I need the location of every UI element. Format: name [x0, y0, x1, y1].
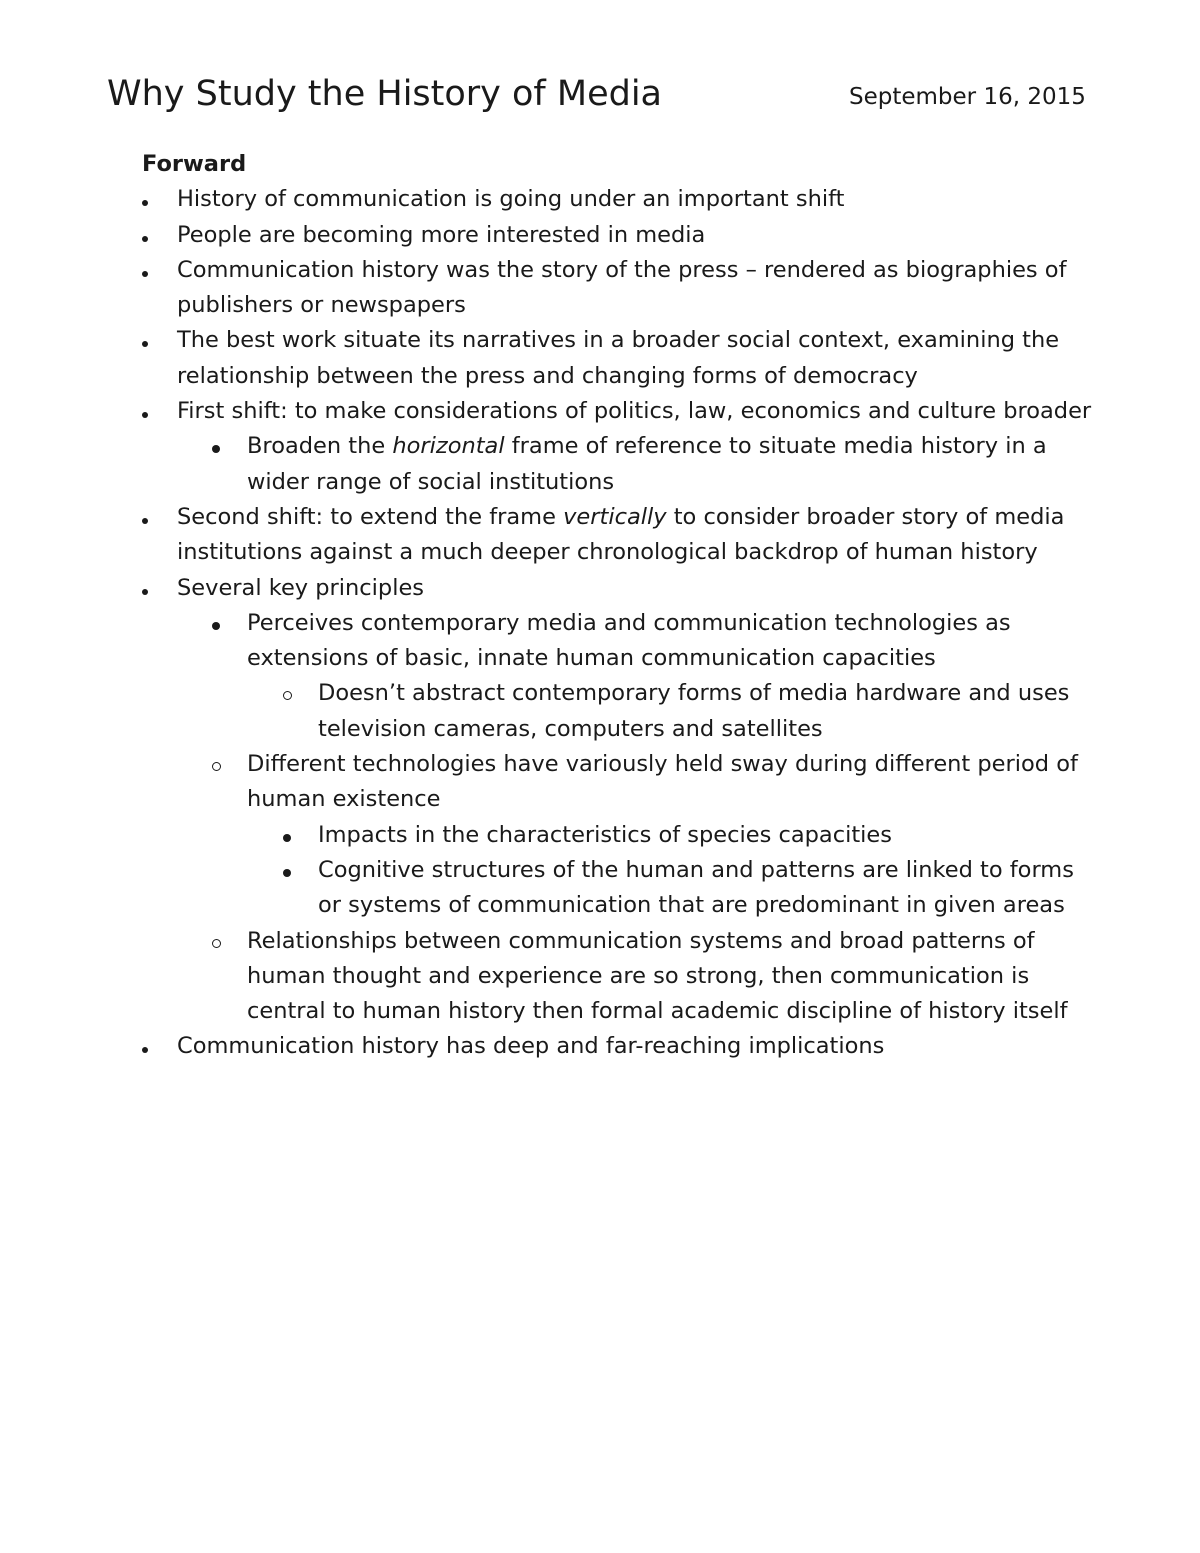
hollow-bullet-icon — [283, 676, 292, 711]
hollow-bullet-icon — [212, 924, 221, 959]
list-item-text: History of communication is going under an important shift — [177, 186, 845, 213]
document-date: September 16, 2015 — [849, 84, 1086, 110]
page-title: Why Study the History of Media — [107, 74, 662, 114]
list-item-text: Perceives contemporary media and communication technologies as extensions of basic, innate human communication capacities — [247, 609, 1011, 672]
list-item-text: People are becoming more interested in media — [177, 221, 706, 248]
list-item-text: Impacts in the characteristics of species capacities — [318, 821, 892, 848]
list-item-text: frame of reference to situate media history in a wider range of social institutions — [247, 433, 1047, 495]
emphasized-text: horizontal — [392, 433, 505, 460]
notes-content — [142, 147, 1102, 1065]
list-item — [142, 218, 1102, 253]
hollow-bullet-icon — [212, 747, 221, 782]
list-item — [142, 323, 1102, 394]
list-item-text: Cognitive structures of the human and patterns are linked to forms or systems of communication that are predominant in given areas — [318, 856, 1074, 919]
bullet-icon — [283, 853, 291, 888]
list-item — [142, 747, 1102, 818]
list-item — [142, 818, 1102, 853]
list-item-text: to consider broader story of media institutions against a much deeper chronological backdrop of human history — [177, 503, 1065, 566]
list-item-text: The best work situate its narratives in a broader social context, examining the relationship between the press and changing forms of democracy — [177, 327, 1060, 389]
list-item — [142, 924, 1102, 1030]
bullet-icon — [142, 571, 148, 606]
bullet-icon — [142, 500, 148, 535]
list-item — [142, 676, 1102, 747]
bullet-icon — [142, 394, 148, 429]
bullet-icon — [212, 606, 220, 641]
list-item — [142, 606, 1102, 677]
list-item-text: Second shift: to extend the frame — [177, 503, 564, 530]
bullet-list — [142, 182, 1102, 1064]
list-item — [142, 853, 1102, 924]
list-item — [142, 182, 1102, 217]
list-item-text: Broaden the — [247, 433, 393, 460]
list-item-text: Relationships between communication systems and broad patterns of human thought and experience are so strong, then communication is central to human history then formal academic discipline of history itself — [247, 927, 1068, 1025]
section-heading: Forward — [142, 151, 247, 177]
bullet-icon — [142, 323, 148, 358]
list-item-text: Doesn’t abstract contemporary forms of media hardware and uses television cameras, computers and satellites — [318, 680, 1070, 742]
list-item — [142, 394, 1102, 429]
list-item-text: Different technologies have variously held sway during different period of human existence — [247, 751, 1078, 813]
bullet-icon — [142, 1029, 148, 1064]
bullet-icon — [283, 818, 291, 853]
list-item — [142, 429, 1102, 500]
list-item — [142, 253, 1102, 324]
list-item-text: Several key principles — [177, 574, 425, 601]
bullet-icon — [212, 429, 220, 464]
list-item — [142, 500, 1102, 571]
bullet-icon — [142, 253, 148, 288]
bullet-icon — [142, 218, 148, 253]
list-item-text: Communication history was the story of the press – rendered as biographies of publishers or newspapers — [177, 256, 1067, 319]
list-item-text: Communication history has deep and far-reaching implications — [177, 1033, 885, 1060]
list-item-text: First shift: to make considerations of politics, law, economics and culture broader — [177, 398, 1092, 425]
bullet-icon — [142, 182, 148, 217]
list-item — [142, 1029, 1102, 1064]
emphasized-text: vertically — [563, 503, 667, 530]
list-item — [142, 571, 1102, 606]
